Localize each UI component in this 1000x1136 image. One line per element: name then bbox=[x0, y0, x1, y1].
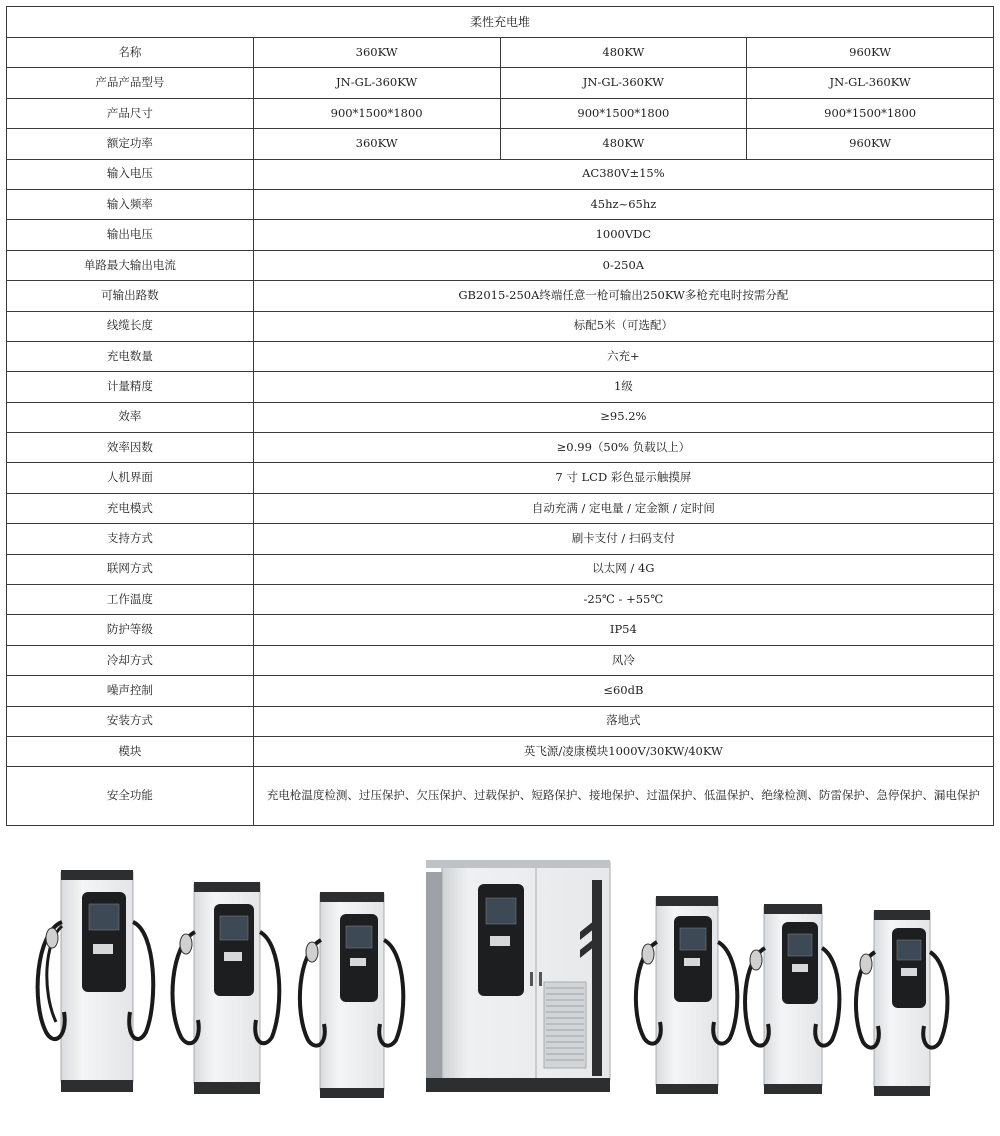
row-value: 480KW bbox=[500, 129, 747, 159]
row-value: AC380V±15% bbox=[253, 159, 993, 189]
row-value: 英飞源/凌康模块1000V/30KW/40KW bbox=[253, 736, 993, 766]
row-value: ≥95.2% bbox=[253, 402, 993, 432]
row-value: 45hz~65hz bbox=[253, 189, 993, 219]
row-label: 额定功率 bbox=[7, 129, 254, 159]
row-label: 输入电压 bbox=[7, 159, 254, 189]
row-label: 模块 bbox=[7, 736, 254, 766]
table-row bbox=[7, 615, 994, 645]
row-value: GB2015-250A终端任意一枪可输出250KW多枪充电时按需分配 bbox=[253, 281, 993, 311]
row-value: 刷卡支付 / 扫码支付 bbox=[253, 524, 993, 554]
row-value: 充电枪温度检测、过压保护、欠压保护、过载保护、短路保护、接地保护、过温保护、低温保护、绝缘检测、防雷保护、急停保护、漏电保护 bbox=[253, 767, 993, 826]
table-row bbox=[7, 98, 994, 128]
charger-unit bbox=[636, 896, 737, 1094]
row-label: 充电模式 bbox=[7, 493, 254, 523]
row-value: 7 寸 LCD 彩色显示触摸屏 bbox=[253, 463, 993, 493]
row-label: 噪声控制 bbox=[7, 676, 254, 706]
table-row bbox=[7, 433, 994, 463]
row-value: 0-250A bbox=[253, 250, 993, 280]
row-value: -25℃ - +55℃ bbox=[253, 585, 993, 615]
table-row bbox=[7, 341, 994, 371]
table-row bbox=[7, 736, 994, 766]
table-row bbox=[7, 68, 994, 98]
charger-unit bbox=[856, 910, 947, 1096]
row-value: ≥0.99（50% 负载以上） bbox=[253, 433, 993, 463]
row-label: 计量精度 bbox=[7, 372, 254, 402]
row-label: 效率 bbox=[7, 402, 254, 432]
table-row bbox=[7, 402, 994, 432]
product-photo bbox=[6, 832, 994, 1130]
table-row bbox=[7, 372, 994, 402]
charger-unit bbox=[300, 892, 403, 1098]
table-title: 柔性充电堆 bbox=[7, 7, 994, 38]
row-value: 900*1500*1800 bbox=[747, 98, 994, 128]
charger-unit bbox=[173, 882, 280, 1094]
charger-unit bbox=[745, 904, 839, 1094]
row-label: 安全功能 bbox=[7, 767, 254, 826]
row-value: JN-GL-360KW bbox=[253, 68, 500, 98]
table-row bbox=[7, 524, 994, 554]
row-value: 风冷 bbox=[253, 645, 993, 675]
charger-product-illustration bbox=[6, 832, 994, 1130]
spec-table bbox=[6, 6, 994, 826]
row-value: 360KW bbox=[253, 129, 500, 159]
table-row bbox=[7, 645, 994, 675]
row-label: 充电数量 bbox=[7, 341, 254, 371]
row-label: 人机界面 bbox=[7, 463, 254, 493]
table-row bbox=[7, 250, 994, 280]
table-row bbox=[7, 767, 994, 826]
table-row bbox=[7, 676, 994, 706]
row-value: 960KW bbox=[747, 129, 994, 159]
table-row bbox=[7, 189, 994, 219]
table-row bbox=[7, 493, 994, 523]
header-label: 名称 bbox=[7, 38, 254, 68]
model-name: 360KW bbox=[253, 38, 500, 68]
row-value: 以太网 / 4G bbox=[253, 554, 993, 584]
table-row bbox=[7, 281, 994, 311]
row-value: IP54 bbox=[253, 615, 993, 645]
row-label: 单路最大输出电流 bbox=[7, 250, 254, 280]
row-label: 可输出路数 bbox=[7, 281, 254, 311]
row-value: 900*1500*1800 bbox=[500, 98, 747, 128]
model-name: 960KW bbox=[747, 38, 994, 68]
row-label: 安装方式 bbox=[7, 706, 254, 736]
row-label: 输入频率 bbox=[7, 189, 254, 219]
row-label: 产品尺寸 bbox=[7, 98, 254, 128]
table-header-row bbox=[7, 38, 994, 68]
table-row bbox=[7, 463, 994, 493]
model-name: 480KW bbox=[500, 38, 747, 68]
row-value: 标配5米（可选配） bbox=[253, 311, 993, 341]
power-cabinet bbox=[426, 860, 610, 1092]
row-value: ≤60dB bbox=[253, 676, 993, 706]
table-row bbox=[7, 706, 994, 736]
charger-unit bbox=[38, 870, 154, 1092]
table-row bbox=[7, 159, 994, 189]
row-value: JN-GL-360KW bbox=[500, 68, 747, 98]
row-value: 900*1500*1800 bbox=[253, 98, 500, 128]
table-row bbox=[7, 585, 994, 615]
row-label: 效率因数 bbox=[7, 433, 254, 463]
row-label: 联网方式 bbox=[7, 554, 254, 584]
row-label: 输出电压 bbox=[7, 220, 254, 250]
row-label: 支持方式 bbox=[7, 524, 254, 554]
table-row bbox=[7, 129, 994, 159]
row-value: 1000VDC bbox=[253, 220, 993, 250]
row-value: 1级 bbox=[253, 372, 993, 402]
row-label: 工作温度 bbox=[7, 585, 254, 615]
row-label: 防护等级 bbox=[7, 615, 254, 645]
row-value: JN-GL-360KW bbox=[747, 68, 994, 98]
table-row bbox=[7, 311, 994, 341]
row-value: 六充+ bbox=[253, 341, 993, 371]
row-label: 产品产品型号 bbox=[7, 68, 254, 98]
table-row bbox=[7, 554, 994, 584]
row-value: 落地式 bbox=[253, 706, 993, 736]
row-label: 线缆长度 bbox=[7, 311, 254, 341]
table-title-row bbox=[7, 7, 994, 38]
table-row bbox=[7, 220, 994, 250]
row-value: 自动充满 / 定电量 / 定金额 / 定时间 bbox=[253, 493, 993, 523]
row-label: 冷却方式 bbox=[7, 645, 254, 675]
